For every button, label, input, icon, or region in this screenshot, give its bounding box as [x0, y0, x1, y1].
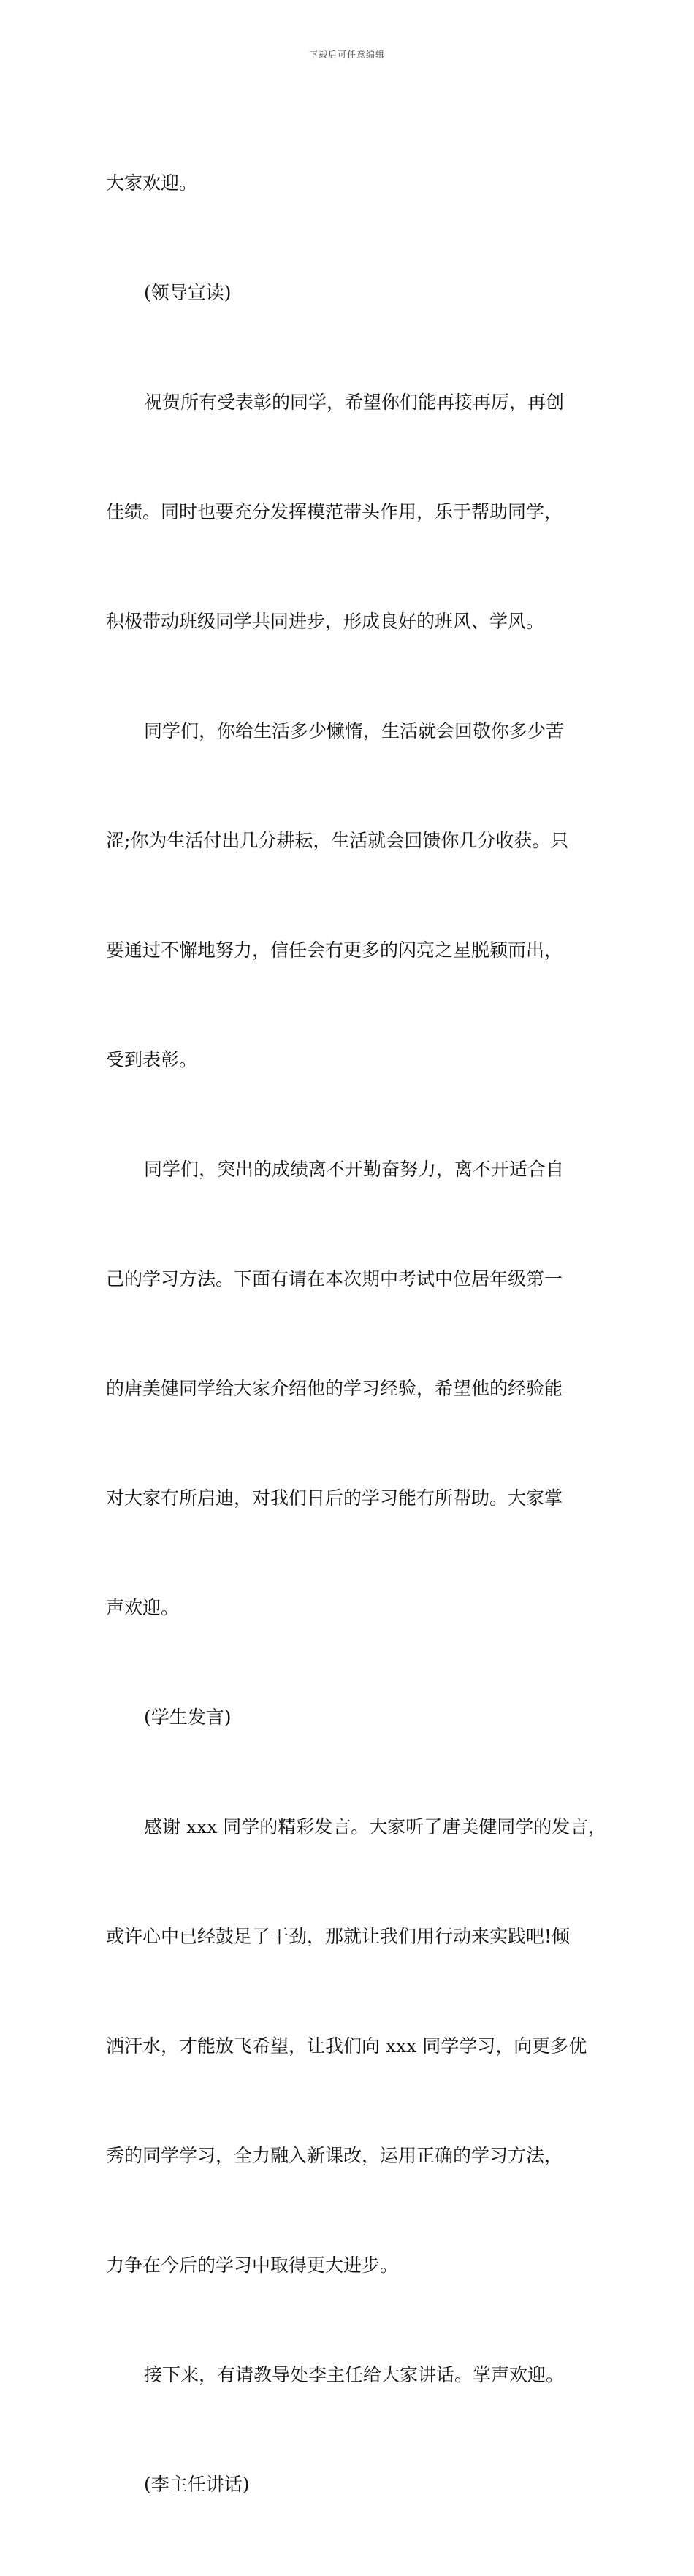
- page-header: 下载后可任意编辑: [308, 50, 385, 60]
- text-line: 或许心中已经鼓足了干劲，那就让我们用行动来实践吧!倾: [106, 1926, 571, 1947]
- text-line: 秀的同学学习，全力融入新课改，运用正确的学习方法，: [106, 2145, 563, 2166]
- document-body: [106, 92, 610, 2576]
- text-line: 要通过不懈地努力，信任会有更多的闪亮之星脱颖而出，: [106, 940, 563, 961]
- text-line: 声欢迎。: [106, 1597, 180, 1618]
- text-line: 洒汗水，才能放飞希望，让我们向 xxx 同学学习，向更多优: [106, 2035, 587, 2057]
- text-line: 的唐美健同学给大家介绍他的学习经验，希望他的经验能: [106, 1378, 563, 1399]
- text-line: 力争在今后的学习中取得更大进步。: [106, 2255, 399, 2276]
- text-line: (李主任讲话): [144, 2474, 250, 2495]
- text-line: 涩;你为生活付出几分耕耘，生活就会回馈你几分收获。只: [106, 830, 569, 851]
- text-line: 接下来，有请教导处李主任给大家讲话。掌声欢迎。: [144, 2364, 565, 2385]
- text-line: 祝贺所有受表彰的同学，希望你们能再接再厉，再创: [144, 392, 565, 413]
- text-line: 同学们，突出的成绩离不开勤奋努力，离不开适合自: [144, 1159, 565, 1180]
- text-line: 受到表彰。: [106, 1049, 198, 1070]
- text-line: 大家欢迎。: [106, 172, 198, 194]
- text-line: 感谢 xxx 同学的精彩发言。大家听了唐美健同学的发言，: [144, 1816, 607, 1837]
- text-line: (领导宣读): [144, 282, 232, 303]
- text-line: 己的学习方法。下面有请在本次期中考试中位居年级第一: [106, 1268, 563, 1289]
- text-line: 积极带动班级同学共同进步，形成良好的班风、学风。: [106, 611, 545, 632]
- text-line: 佳绩。同时也要充分发挥模范带头作用，乐于帮助同学，: [106, 501, 563, 522]
- text-line: (学生发言): [144, 1707, 232, 1728]
- text-line: 对大家有所启迪，对我们日后的学习能有所帮助。大家掌: [106, 1487, 563, 1509]
- text-line: 同学们，你给生活多少懒惰，生活就会回敬你多少苦: [144, 720, 565, 742]
